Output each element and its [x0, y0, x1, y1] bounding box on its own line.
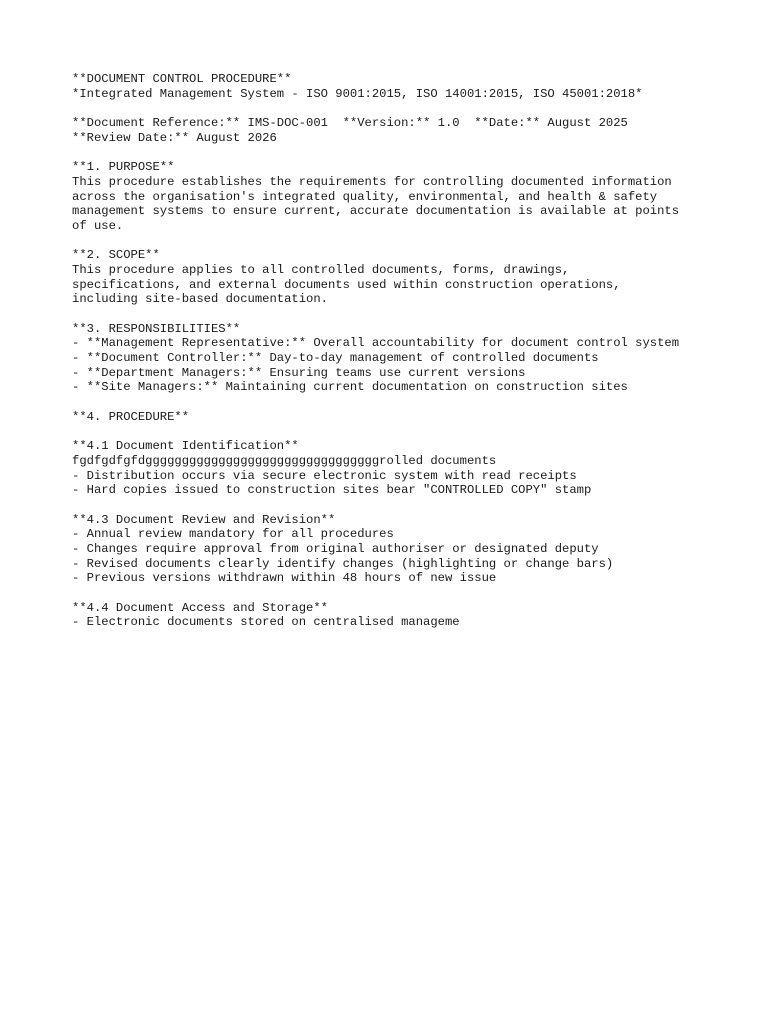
review-revision-heading: **4.3 Document Review and Revision** [72, 512, 336, 527]
identification-text-line: - Hard copies issued to construction sites bear "CONTROLLED COPY" stamp [72, 483, 592, 498]
responsibility-item: - **Site Managers:** Maintaining current documentation on construction sites [72, 380, 628, 395]
purpose-heading: **1. PURPOSE** [72, 160, 175, 175]
responsibility-item: - **Document Controller:** Day-to-day management of controlled documents [72, 351, 599, 366]
identification-text-line: fgdfgdfgfdggggggggggggggggggggggggggggggggrolled documents [72, 453, 497, 468]
document-body [72, 72, 752, 630]
procedure-heading: **4. PROCEDURE** [72, 409, 190, 424]
scope-text-line: This procedure applies to all controlled documents, forms, drawings, [72, 262, 570, 277]
responsibility-item: - **Department Managers:** Ensuring teams use current versions [72, 365, 526, 380]
review-date-line: **Review Date:** August 2026 [72, 130, 277, 145]
document-subtitle: *Integrated Management System - ISO 9001:2015, ISO 14001:2015, ISO 45001:2018* [72, 86, 643, 101]
scope-text-line: including site-based documentation. [72, 292, 328, 307]
access-storage-heading: **4.4 Document Access and Storage** [72, 600, 328, 615]
purpose-text-line: of use. [72, 218, 124, 233]
responsibilities-heading: **3. RESPONSIBILITIES** [72, 321, 241, 336]
review-revision-item: - Changes require approval from original authoriser or designated deputy [72, 542, 599, 556]
spacer [72, 307, 752, 322]
spacer [72, 145, 752, 160]
review-revision-item: - Previous versions withdrawn within 48 hours of new issue [72, 571, 497, 586]
spacer [72, 425, 752, 440]
spacer [72, 234, 752, 249]
review-revision-item: - Revised documents clearly identify changes (highlighting or change bars) [72, 556, 614, 571]
identification-heading: **4.1 Document Identification** [72, 439, 299, 454]
purpose-text-line: This procedure establishes the requirements for controlling documented information [72, 174, 672, 189]
spacer [72, 101, 752, 116]
purpose-text-line: management systems to ensure current, accurate documentation is available at points [72, 204, 680, 219]
spacer [72, 395, 752, 410]
spacer [72, 498, 752, 513]
spacer [72, 586, 752, 601]
scope-heading: **2. SCOPE** [72, 248, 160, 263]
document-title: **DOCUMENT CONTROL PROCEDURE** [72, 72, 292, 86]
document-reference-line: **Document Reference:** IMS-DOC-001 **Version:** 1.0 **Date:** August 2025 [72, 116, 628, 131]
purpose-text-line: across the organisation's integrated quality, environmental, and health & safety [72, 189, 658, 204]
scope-text-line: specifications, and external documents used within construction operations, [72, 277, 621, 292]
access-storage-item: - Electronic documents stored on centralised manageme [72, 615, 460, 630]
responsibility-item: - **Management Representative:** Overall accountability for document control system [72, 336, 680, 351]
identification-text-line: - Distribution occurs via secure electronic system with read receipts [72, 468, 577, 483]
review-revision-item: - Annual review mandatory for all procedures [72, 527, 394, 542]
